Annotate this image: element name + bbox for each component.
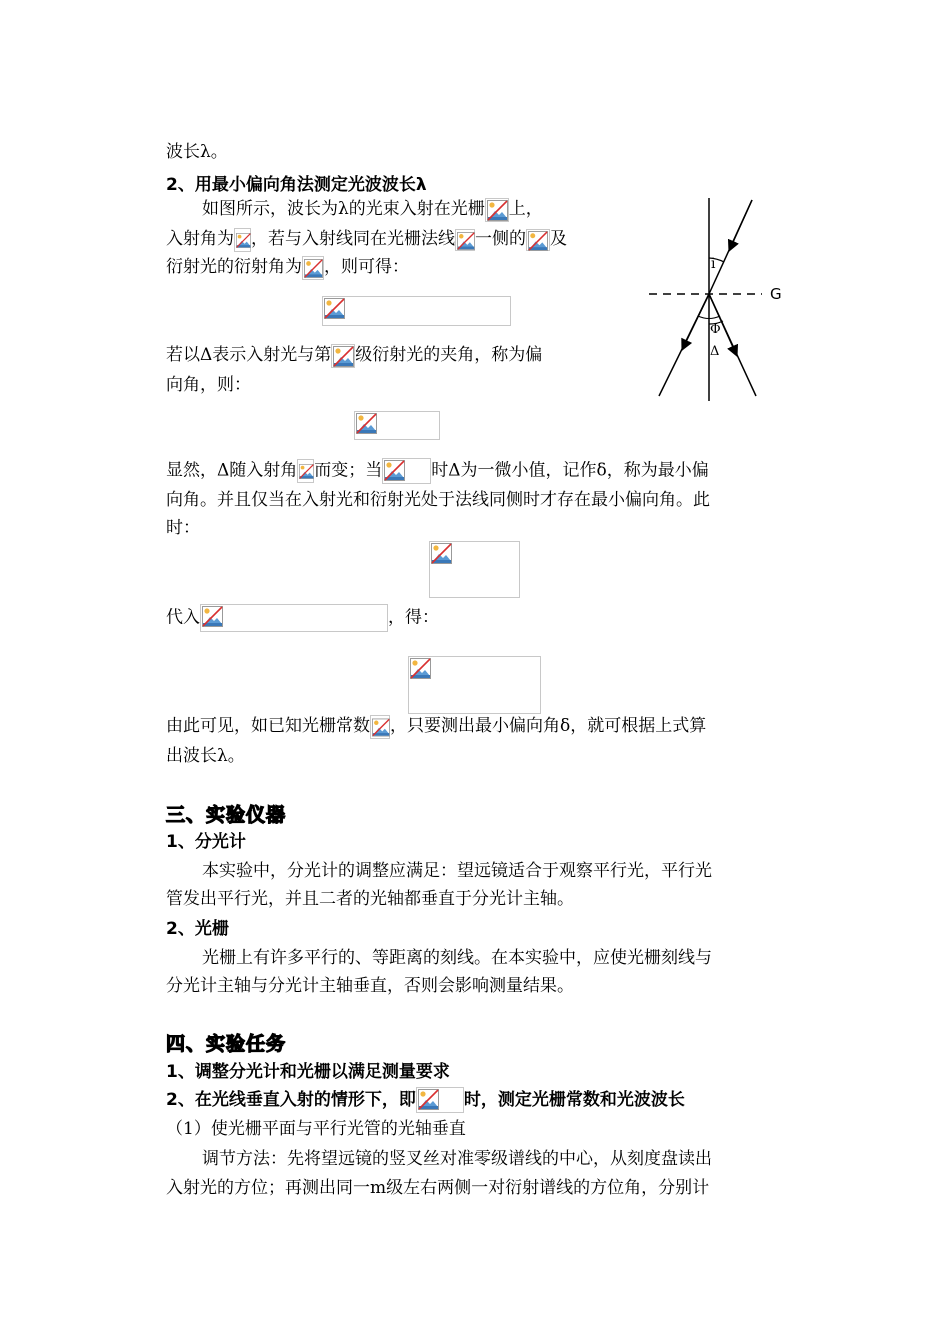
paragraph-line — [166, 140, 228, 164]
subsection-heading — [166, 1087, 685, 1113]
subsection-heading: 1、分光计 — [166, 832, 246, 852]
formula-image-placeholder — [416, 1087, 464, 1113]
formula-image-placeholder — [234, 228, 251, 252]
broken-image-icon — [324, 298, 345, 319]
text: ，得： — [388, 607, 439, 628]
subsection-heading: 2、光栅 — [166, 919, 229, 939]
paragraph-line — [166, 227, 567, 252]
text: 波长λ。 — [166, 142, 228, 162]
label-phi: Φ — [710, 322, 721, 337]
broken-image-icon — [333, 346, 354, 367]
equation-image-placeholder — [408, 656, 541, 714]
text: 衍射光的衍射角为 — [166, 257, 302, 277]
broken-image-icon — [356, 413, 377, 434]
text: 如图所示，波长为λ的光束入射在光栅 — [202, 199, 485, 219]
subsection-heading: 1、调整分光计和光栅以满足测量要求 — [166, 1062, 450, 1082]
text: 代入 — [166, 607, 200, 628]
paragraph-line: 管发出平行光，并且二者的光轴都垂直于分光计主轴。 — [166, 889, 574, 909]
label-i: i — [711, 256, 716, 272]
broken-image-icon — [487, 200, 508, 221]
section-title: 四、实验任务 — [166, 1033, 287, 1055]
text: 由此可见，如已知光栅常数 — [166, 716, 370, 736]
formula-image-placeholder — [370, 715, 390, 739]
broken-image-icon — [236, 230, 251, 251]
paragraph-line: 光栅上有许多平行的、等距离的刻线。在本实验中，应使光栅刻线与 — [202, 948, 712, 968]
section-title: 三、实验仪器 — [166, 804, 287, 826]
paragraph-line — [166, 343, 542, 368]
text: 上， — [508, 199, 543, 219]
text: 及 — [550, 229, 567, 249]
text: 出波长λ。 — [166, 746, 245, 766]
label-g: G — [770, 285, 782, 303]
equation-image-placeholder — [322, 296, 511, 326]
paragraph-line — [166, 488, 710, 512]
text: 级衍射光的夹角，称为偏 — [355, 345, 543, 365]
paragraph-line — [166, 458, 709, 484]
broken-image-icon — [457, 231, 475, 251]
equation-image-placeholder — [429, 541, 520, 598]
paragraph-line — [166, 604, 439, 632]
formula-image-placeholder — [200, 604, 388, 632]
broken-image-icon — [431, 543, 452, 564]
label-delta: Δ — [710, 344, 720, 359]
left-arrow — [682, 294, 709, 350]
text: 时Δ为一微小值，记作δ，称为最小偏 — [431, 460, 709, 481]
broken-image-icon — [202, 606, 223, 627]
paragraph-line: （1）使光栅平面与平行光管的光轴垂直 — [166, 1119, 466, 1139]
paragraph-line: 本实验中，分光计的调整应满足：望远镜适合于观察平行光，平行光 — [202, 861, 712, 881]
text: 向角。并且仅当在入射光和衍射光处于法线同侧时才存在最小偏向角。此 — [166, 490, 710, 510]
text: 显然，Δ随入射角 — [166, 460, 298, 481]
paragraph-line — [166, 744, 245, 768]
paragraph-line — [166, 255, 409, 280]
text: ，只要测出最小偏向角δ，就可根据上式算 — [390, 716, 707, 736]
broken-image-icon — [299, 461, 314, 482]
paragraph-line — [166, 714, 706, 739]
section-heading: 2、用最小偏向角法测定光波波长λ — [166, 175, 427, 195]
formula-image-placeholder — [455, 229, 475, 251]
formula-image-placeholder — [331, 344, 355, 368]
formula-image-placeholder — [526, 229, 550, 251]
formula-image-placeholder — [297, 459, 314, 483]
broken-image-icon — [418, 1089, 439, 1110]
formula-image-placeholder — [382, 458, 431, 484]
broken-image-icon — [304, 258, 323, 279]
text: 入射角为 — [166, 229, 234, 249]
text: 若以Δ表示入射光与第 — [166, 345, 332, 365]
paragraph-line — [166, 373, 251, 397]
paragraph-line: 调节方法：先将望远镜的竖叉丝对准零级谱线的中心，从刻度盘读出 — [202, 1149, 712, 1169]
text: 而变；当 — [314, 460, 383, 481]
grating-diagram — [644, 196, 794, 406]
text: ，若与入射线同在光栅法线 — [251, 229, 455, 249]
text: 向角，则： — [166, 375, 251, 395]
text: 时，测定光栅常数和光波波长 — [463, 1090, 685, 1110]
text: 一侧的 — [475, 229, 526, 249]
formula-image-placeholder — [302, 256, 324, 280]
broken-image-icon — [410, 658, 431, 679]
text: ，则可得： — [324, 257, 409, 277]
paragraph-line — [166, 516, 200, 540]
text: 时： — [166, 518, 200, 538]
incident-ray — [709, 200, 752, 294]
broken-image-icon — [372, 717, 390, 738]
paragraph-line — [202, 197, 543, 222]
broken-image-icon — [384, 460, 405, 481]
text: 2、在光线垂直入射的情形下，即 — [166, 1090, 416, 1110]
paragraph-line: 入射光的方位；再测出同一m级左右两侧一对衍射谱线的方位角，分别计 — [166, 1178, 710, 1198]
paragraph-line: 分光计主轴与分光计主轴垂直，否则会影响测量结果。 — [166, 976, 574, 996]
formula-image-placeholder — [485, 198, 509, 222]
broken-image-icon — [528, 231, 548, 251]
equation-image-placeholder — [354, 411, 440, 440]
